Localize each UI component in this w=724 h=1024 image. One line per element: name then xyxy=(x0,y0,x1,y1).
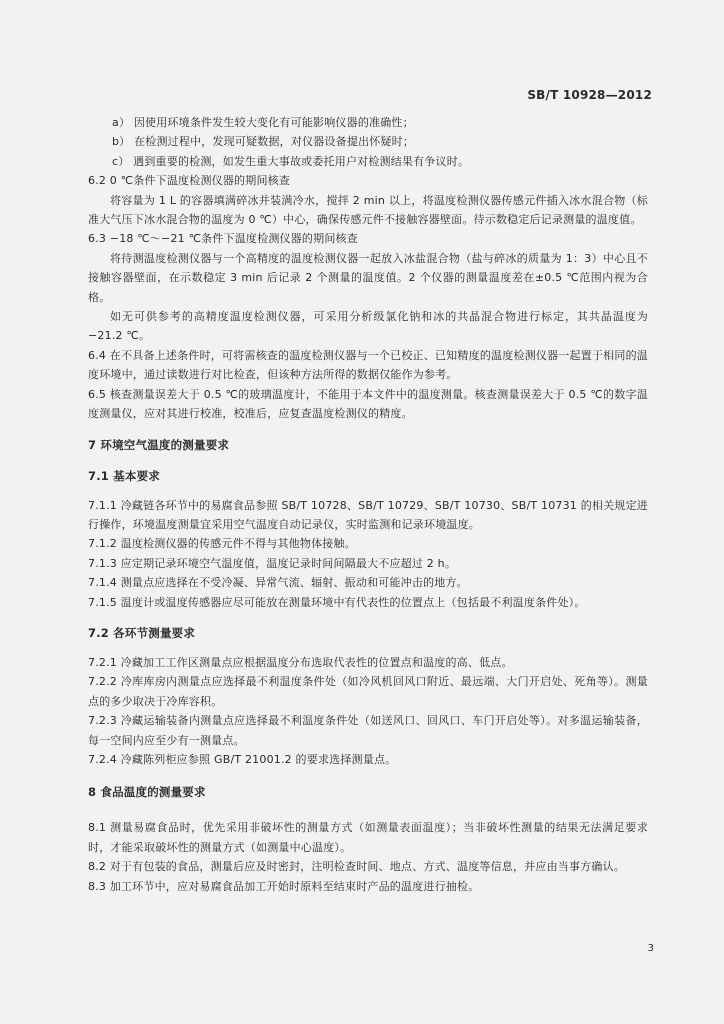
list-item-c: c） 遇到重要的检测，如发生重大事故或委托用户对检测结果有争议时。 xyxy=(112,154,470,168)
clause-8-1: 8.1 测量易腐食品时，优先采用非破坏性的测量方式（如测量表面温度）；当非破坏性测量的结果无法满足要求时，才能采取破坏性的测量方式（如测量中心温度）。 xyxy=(88,821,648,854)
clause-6-3-text-1: 将待测温度检测仪器与一个高精度的温度检测仪器一起放入冰盐混合物（盐与碎冰的质量为 1：3）中心且不接触容器壁面，在示数稳定 3 min 后记录 2 个测量的温度值。2 个仪器的测量温度差在±0.5 ℃范围内视为合格。 xyxy=(88,251,648,304)
clause-7-2-1: 7.2.1 冷藏加工工作区测量点应根据温度分布选取代表性的位置点和温度的高、低点。 xyxy=(88,655,513,669)
list-item-a: a） 因使用环境条件发生较大变化有可能影响仪器的准确性； xyxy=(112,116,414,129)
clause-7-1-2: 7.1.2 温度检测仪器的传感元件不得与其他物体接触。 xyxy=(88,537,356,551)
section-7-1-heading: 7.1 基本要求 xyxy=(88,468,160,483)
clause-6-2-text: 将容量为 1 L 的容器填满碎冰并装满冷水，搅拌 2 min 以上，将温度检测仪器传感元件插入冰水混合物（标准大气压下冰水混合物的温度为 0 ℃）中心，确保传感元件不接触容器壁面。待示数稳定后记录测量的温度值。 xyxy=(88,193,648,227)
section-7-heading: 7 环境空气温度的测量要求 xyxy=(88,437,230,452)
clause-7-1-3: 7.1.3 应定期记录环境空气温度值，温度记录时间间隔最大不应超过 2 h。 xyxy=(88,556,457,570)
list-item-b: b） 在检测过程中，发现可疑数据，对仪器设备提出怀疑时； xyxy=(112,135,415,149)
clause-7-1-1: 7.1.1 冷藏链各环节中的易腐食品参照 SB/T 10728、SB/T 10729、SB/T 10730、SB/T 10731 的相关规定进行操作，环境温度测量宜采用空气温度自动记录仪，实时监测和记录环境温度。 xyxy=(88,498,648,531)
standard-code: SB/T 10928—2012 xyxy=(527,88,652,102)
clause-6-3-text-2: 如无可供参考的高精度温度检测仪器，可采用分析级氯化钠和冰的共晶混合物进行标定，其共晶温度为−21.2 ℃。 xyxy=(88,310,648,343)
clause-7-2-4: 7.2.4 冷藏陈列柜应参照 GB/T 21001.2 的要求选择测量点。 xyxy=(88,752,397,766)
clause-8-2: 8.2 对于有包装的食品，测量后应及时密封，注明检查时间、地点、方式、温度等信息，并应由当事方确认。 xyxy=(88,860,625,874)
page-number: 3 xyxy=(647,943,654,954)
clause-6-3-heading: 6.3 −18 ℃～−21 ℃条件下温度检测仪器的期间核查 xyxy=(88,232,358,246)
clause-6-5: 6.5 核查测量误差大于 0.5 ℃的玻璃温度计，不能用于本文件中的温度测量。核查测量误差大于 0.5 ℃的数字温度测量仪，应对其进行校准，校准后，应复查温度检测仪的精度。 xyxy=(88,387,648,421)
section-7-2-heading: 7.2 各环节测量要求 xyxy=(88,625,196,640)
clause-7-1-5: 7.1.5 温度计或温度传感器应尽可能放在测量环境中有代表性的位置点上（包括最不利温度条件处）。 xyxy=(88,595,586,609)
document-body xyxy=(88,113,648,896)
section-8-heading: 8 食品温度的测量要求 xyxy=(88,785,206,800)
clause-6-2-heading: 6.2 0 ℃条件下温度检测仪器的期间核查 xyxy=(88,174,291,188)
clause-8-3: 8.3 加工环节中，应对易腐食品加工开始时原料至结束时产品的温度进行抽检。 xyxy=(88,879,480,893)
clause-7-2-3: 7.2.3 冷藏运输装备内测量点应选择最不利温度条件处（如送风口、回风口、车门开启处等）。对多温运输装备，每一空间内应至少有一测量点。 xyxy=(88,714,648,747)
clause-6-4: 6.4 在不具备上述条件时，可将需核查的温度检测仪器与一个已校正、已知精度的温度检测仪器一起置于相同的温度环境中，通过读数进行对比检查，但该种方法所得的数据仅能作为参考。 xyxy=(88,348,648,382)
clause-7-1-4: 7.1.4 测量点应选择在不受冷凝、异常气流、辐射、振动和可能冲击的地方。 xyxy=(88,576,468,590)
clause-7-2-2: 7.2.2 冷库库房内测量点应选择最不利温度条件处（如冷风机回风口附近、最远端、大门开启处、死角等）。测量点的多少取决于冷库容积。 xyxy=(88,675,648,708)
